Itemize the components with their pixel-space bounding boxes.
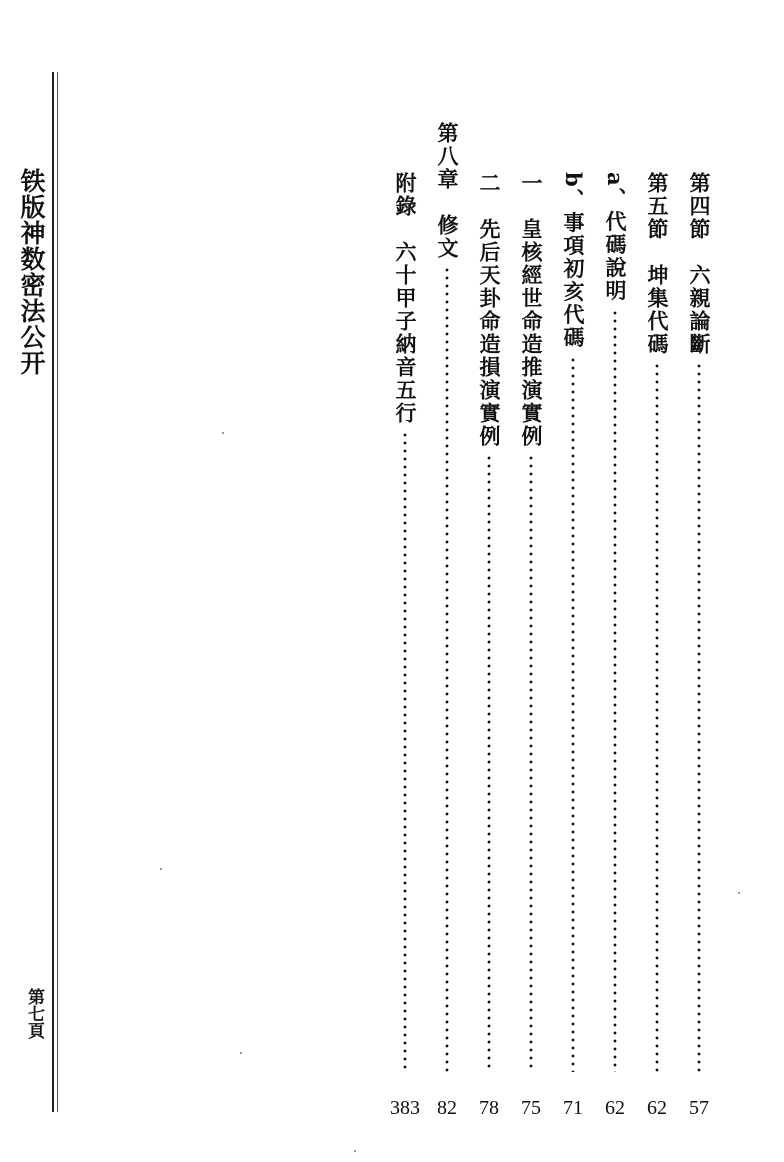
toc-entry [468, 110, 510, 1120]
toc-entry [384, 110, 426, 1120]
toc-entry [510, 110, 552, 1120]
toc-entry-title: 第八章 修文 [435, 122, 460, 260]
toc-entry-page: 62 [605, 1097, 625, 1119]
dot-leader [697, 362, 701, 1072]
toc-entry [426, 110, 468, 1120]
toc-entry [636, 110, 678, 1120]
margin-rule-inner [57, 72, 58, 1112]
toc-entry-title: b、事項初亥代碼 [561, 172, 586, 350]
book-title: 铁版神数密法公开 [17, 168, 46, 376]
toc-entry [552, 110, 594, 1120]
toc-entry-title: 第四節 六親論斷 [687, 172, 712, 356]
scan-speck [738, 892, 740, 894]
toc-entry-title: 第五節 坤集代碼 [645, 172, 670, 356]
toc-entry [594, 110, 636, 1120]
toc-entry-title: 二 先后天卦命造損演實例 [477, 172, 502, 448]
scan-speck [222, 432, 224, 434]
dot-leader [655, 362, 659, 1072]
toc-entry-page: 78 [479, 1097, 499, 1119]
toc-entry-page: 82 [437, 1097, 457, 1119]
toc-entry-page: 57 [689, 1097, 709, 1119]
dot-leader [613, 309, 617, 1072]
dot-leader [487, 454, 491, 1072]
dot-leader [529, 454, 533, 1072]
scan-speck [354, 1150, 356, 1152]
toc-entry-page: 62 [647, 1097, 667, 1119]
dot-leader [445, 266, 449, 1072]
table-of-contents [370, 110, 720, 1120]
toc-entry-page: 383 [390, 1097, 420, 1119]
dot-leader [403, 431, 407, 1072]
margin-rule [52, 72, 54, 1112]
toc-entry-title: 附錄 六十甲子納音五行 [393, 172, 418, 425]
toc-entry [678, 110, 720, 1120]
toc-entry-title: 一 皇核經世命造推演實例 [519, 172, 544, 448]
toc-entry-page: 75 [521, 1097, 541, 1119]
scan-speck [240, 1052, 242, 1054]
toc-entry-title: a、代碼說明 [603, 172, 628, 303]
dot-leader [571, 356, 575, 1072]
toc-entry-page: 71 [563, 1097, 583, 1119]
page-label: 第七頁 [24, 988, 44, 1039]
scan-speck [160, 868, 162, 870]
